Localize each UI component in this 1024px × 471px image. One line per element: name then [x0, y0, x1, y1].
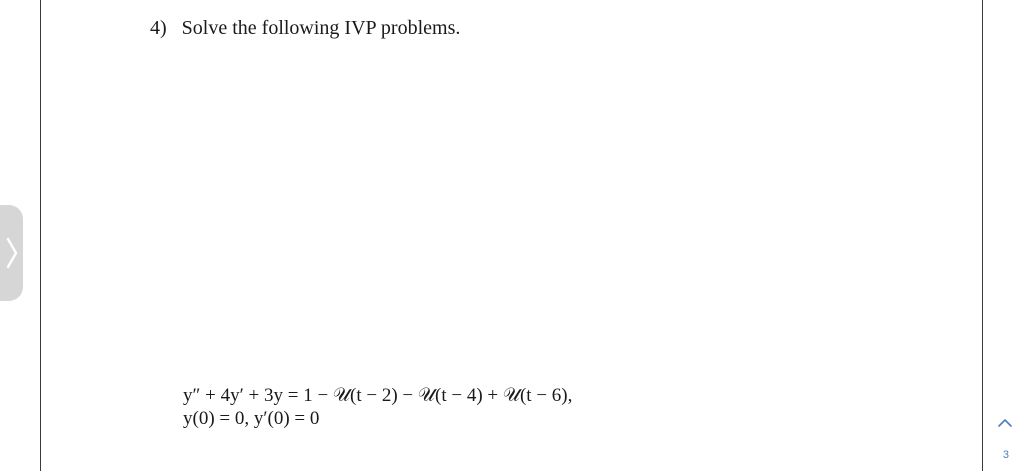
document-page [40, 0, 983, 471]
side-panel-toggle[interactable] [0, 205, 23, 301]
problem-instruction: Solve the following IVP problems. [181, 17, 461, 39]
problem-number: 4) [150, 17, 167, 39]
problem-heading [150, 17, 460, 40]
page-indicator: 3 [1002, 449, 1009, 461]
chevron-up-icon[interactable] [997, 417, 1013, 429]
initial-conditions: y(0) = 0, y′(0) = 0 [183, 408, 320, 429]
page-controls [984, 405, 1024, 471]
chevron-right-icon [6, 236, 18, 270]
equation-block [183, 384, 572, 430]
differential-equation: y″ + 4y′ + 3y = 1 − 𝒰(t − 2) − 𝒰(t − 4) + 𝒰(t − 6), [183, 385, 573, 406]
